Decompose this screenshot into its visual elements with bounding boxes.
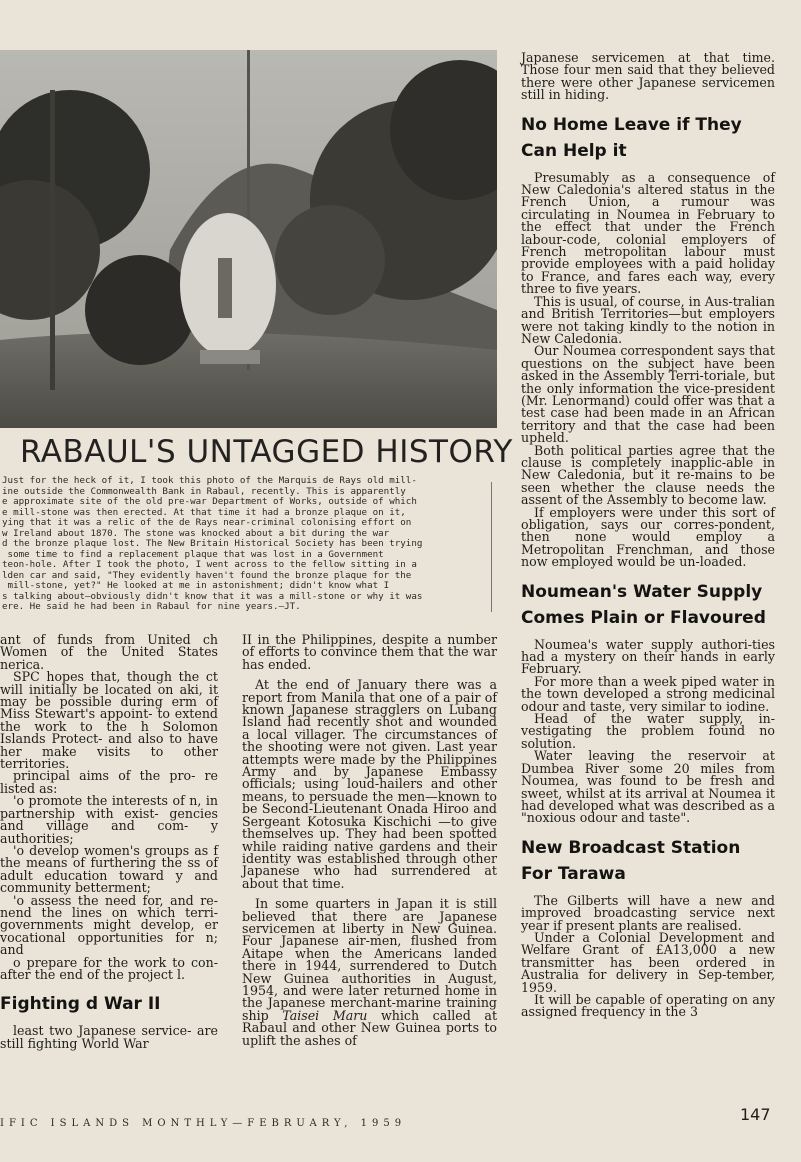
article-headline: RABAUL'S UNTAGGED HISTORY <box>20 434 513 470</box>
middle-column <box>242 634 497 1047</box>
paragraph: least two Japanese service- are still fighting World War <box>0 1023 218 1051</box>
section-heading: Noumean's Water Supply Comes Plain or Flavoured <box>521 581 766 628</box>
page-number: 147 <box>740 1105 771 1124</box>
section-heading: No Home Leave if They Can Help it <box>521 114 742 161</box>
section-heading: New Broadcast Station For Tarawa <box>521 837 741 884</box>
paragraph: Both political parties agree that the clause is completely inapplic-able in New Caledonia, but it re-mains to be seen whether the clause needs the assent of the Assembly to become law. <box>521 442 775 508</box>
paragraph-text: which called at Rabaul and other New Guinea ports to uplift the ashes of <box>242 1007 497 1048</box>
paragraph: Noumea's water supply authori-ties had a mystery on their hands in early February. <box>521 636 775 677</box>
article-photo <box>0 50 497 428</box>
running-footer: IFIC ISLANDS MONTHLY—FEBRUARY, 1959 <box>0 1118 407 1129</box>
paragraph: SPC hopes that, though the ct will initially be located on aki, it may be possible during erm of Miss Stewart's appoint- to extend the work to the h Solomon Islands Protect- and also to have her make visits to other territories. <box>0 669 218 772</box>
paragraph: Our Noumea correspondent says that questions on the subject have been asked in the Assembly Terri-toriale, but the only information the vice-president (Mr. Lenormand) could offer was that a test case had been made in an African territory and that the case had been upheld. <box>521 343 775 446</box>
left-column <box>0 634 218 1050</box>
caption-rule <box>491 482 492 612</box>
paragraph: 'o develop women's groups as f the means of furthering the ss of adult education toward y and community betterment; <box>0 842 218 896</box>
paragraph: o prepare for the work to con- after the end of the project l. <box>0 954 218 982</box>
paragraph: Water leaving the reservoir at Dumbea River some 20 miles from Noumea, was found to be fresh and sweet, whilst at its arrival at Noumea it had developed what was described as a "noxious odour and taste". <box>521 748 775 826</box>
paragraph: This is usual, of course, in Aus-tralian and British Territories—but employers were not taking kindly to the notion in New Caledonia. <box>521 293 775 346</box>
paragraph: The Gilberts will have a new and improved broadcasting service next year if present plants are realised. <box>521 892 775 933</box>
paragraph: principal aims of the pro- re listed as: <box>0 768 218 796</box>
paragraph: Japanese servicemen at that time. Those four men said that they believed there were other Japanese servicemen still in hiding. <box>521 50 775 103</box>
paragraph: Head of the water supply, in-vestigating the problem found no solution. <box>521 711 775 751</box>
photo-caption: Just for the heck of it, I took this photo of the Marquis de Rays old mill- ine outside the Commonwealth Bank in Rabaul, recently. This is apparently e approximate site of the old pre-war Department of Works, outside of which e mill-stone was then erected. At that time it had a bronze plaque on it, ying that it was a relic of the de Rays near-criminal colonising effort on w Ireland about 1870. The stone was knocked about a bit during the war d the bronze plaque lost. The New Britain Historical Society has been trying some time to find a replacement plaque that was lost in a Government teon-hole. After I took the photo, I went across to the fellow sitting in a lden car and said, "They evidently haven't found the bronze plaque for the mill-stone, yet?" He looked at me in astonishment; didn't know what I s talking about—obviously didn't know that it was a mill-stone or why it was ere. He said he had been in Rabaul for nine years.—JT. <box>2 476 423 612</box>
paragraph <box>242 898 497 1047</box>
paragraph: At the end of January there was a report from Manila that one of a pair of known Japanese stragglers on Lubang Island had recently shot and wounded a local villager. The circumstances of the shooting were not given. Last year attempts were made by the Philippines Army and by Japanese Embassy officials; using loud-hailers and other means, to persuade the men—known to be Second-Lieutenant Onada Hiroo and Sergeant Kotosuka Kischichi —to give themselves up. They had been spotted while raiding native gardens and their identity was established through other Japanese who had surrendered at about that time. <box>242 677 497 891</box>
paragraph: 'o assess the need for, and re- nend the lines on which terri- governments might develop, er vocational opportunities for n; and <box>0 892 218 958</box>
paragraph: Under a Colonial Development and Welfare Grant of £A13,000 a new transmitter has been ordered in Australia for delivery in Sep-tember, 1959. <box>521 929 775 995</box>
section-heading: Fighting d War II <box>0 994 161 1015</box>
paragraph: For more than a week piped water in the town developed a strong medicinal odour and taste, very similar to iodine. <box>521 673 775 714</box>
photo-caption-block <box>0 430 513 618</box>
millstone-photo-icon <box>0 50 497 428</box>
paragraph: 'o promote the interests of n, in partnership with exist- gencies and village and com- y authorities; <box>0 793 218 846</box>
paragraph: Presumably as a consequence of New Caledonia's altered status in the French Union, a rumour was circulating in Noumea in February to the effect that under the French labour-code, colonial employers of French metropolitan labour must provide employees with a paid holiday to France, and fares each way, every three to five years. <box>521 169 775 297</box>
paragraph-text: In some quarters in Japan it is still believed that there are Japanese servicemen at liberty in New Guinea. Four Japanese air-men, flushed from Aitape when the Americans landed there in 1944, surrendered to Dutch New Guinea authorities in August, 1954, and were later returned home in the Japanese merchant-marine training ship <box>242 896 497 1023</box>
paragraph: If employers were under this sort of obligation, says our corres-pondent, then none would employ a Metropolitan Frenchman, and those now employed would be un-loaded. <box>521 504 775 570</box>
ship-name: Taisei Maru <box>282 1007 368 1023</box>
right-column <box>521 52 775 1019</box>
paragraph: It will be capable of operating on any assigned frequency in the 3 <box>521 991 775 1020</box>
paragraph: II in the Philippines, despite a number of efforts to convince them that the war has ended. <box>242 632 497 672</box>
paragraph: ant of funds from United ch Women of the United States nerica. <box>0 632 218 672</box>
